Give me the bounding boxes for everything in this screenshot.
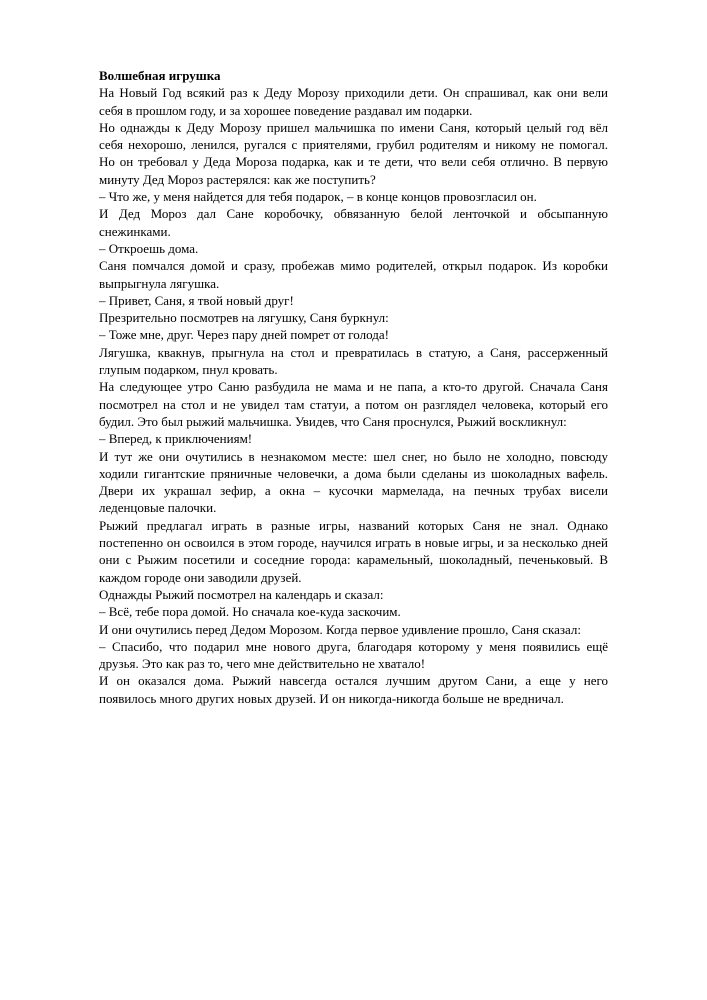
text-line: Рыжий предлагал играть в разные игры, названий которых Саня не знал. Однако [99,517,608,533]
text-line: Двери их украшал зефир, а окна – кусочки мармелада, на печных трубах висели [99,483,608,499]
text-line: минуту Дед Мороз растерялся: как же поступить? [99,171,376,187]
text-line: – Привет, Саня, я твой новый друг! [99,292,294,308]
text-line: – Вперед, к приключениям! [99,431,253,447]
text-line: леденцовые палочки. [99,500,217,516]
text-line: Презрительно посмотрев на лягушку, Саня буркнул: [99,310,389,326]
text-line: себя нехорошо, ленился, ругался с приятелями, грубил родителям и никому не помогал. [99,137,608,153]
paragraph [99,621,608,638]
text-line: выпрыгнула лягушка. [99,275,220,291]
paragraph [99,240,608,257]
text-line: И тут же они очутились в незнакомом месте: шел снег, но было не холодно, повсюду [99,448,608,464]
text-line: И Дед Мороз дал Сане коробочку, обвязанную белой ленточкой и обсыпанную [99,206,608,222]
text-line: себя в прошлом году, и за хорошее поведение раздавал им подарки. [99,102,473,118]
story-title [99,67,608,84]
text-line: посмотрел на стол и не увидел там статуи, а потом он разглядел человека, который его [99,396,608,412]
text-line: – Откроешь дома. [99,240,199,256]
text-line: Но он требовал у Деда Мороза подарка, как и те дети, что вели себя отлично. В первую [99,154,608,170]
text-line: друзья. Это как раз то, чего мне действительно не хватало! [99,656,426,672]
paragraph [99,586,608,603]
paragraph [99,292,608,309]
text-line: они с Рыжим посетили и соседние города: карамельный, шоколадный, печеньковый. В [99,552,608,568]
document-body [99,67,608,707]
paragraph [99,188,608,205]
text-line: снежинками. [99,223,171,239]
paragraph [99,517,608,586]
paragraph [99,119,608,188]
text-line: Но однажды к Деду Морозу пришел мальчишка по имени Саня, который целый год вёл [99,119,608,135]
text-line: – Всё, тебе пора домой. Но сначала кое-куда заскочим. [99,604,401,620]
text-line: будил. Это был рыжий мальчишка. Увидев, что Саня проснулся, Рыжий воскликнул: [99,413,567,429]
paragraph [99,638,608,673]
paragraph [99,257,608,292]
text-line: Лягушка, квакнув, прыгнула на стол и превратилась в статую, а Саня, рассерженный [99,344,608,360]
paragraph [99,430,608,447]
text-line: Однажды Рыжий посмотрел на календарь и сказал: [99,586,384,602]
paragraph [99,603,608,620]
paragraph [99,672,608,707]
text-line: На следующее утро Саню разбудила не мама и не папа, а кто-то другой. Сначала Саня [99,379,608,395]
text-line: И он оказался дома. Рыжий навсегда остался лучшим другом Сани, а еще у него [99,673,608,689]
text-line: ходили гигантские пряничные человечки, а дома были сделаны из шоколадных вафель. [99,465,608,481]
text-line: глупым подарком, пнул кровать. [99,362,278,378]
paragraph [99,84,608,119]
text-line: – Тоже мне, друг. Через пару дней помрет от голода! [99,327,389,343]
text-line: постепенно он освоился в этом городе, научился играть в новые игры, и за несколько дней [99,535,608,551]
story-title-text: Волшебная игрушка [99,68,221,83]
paragraph [99,205,608,240]
text-line: появилось много других новых друзей. И он никогда-никогда больше не вредничал. [99,690,564,706]
paragraph [99,309,608,326]
text-line: На Новый Год всякий раз к Деду Морозу приходили дети. Он спрашивал, как они вели [99,85,608,101]
text-line: И они очутились перед Дедом Морозом. Когда первое удивление прошло, Саня сказал: [99,621,582,637]
paragraph [99,378,608,430]
text-line: – Спасибо, что подарил мне нового друга, благодаря которому у меня появились ещё [99,638,608,654]
paragraph [99,448,608,517]
text-line: каждом городе они заводили друзей. [99,569,302,585]
text-line: – Что же, у меня найдется для тебя подарок, – в конце концов провозгласил он. [99,189,537,205]
text-line: Саня помчался домой и сразу, пробежав мимо родителей, открыл подарок. Из коробки [99,258,608,274]
paragraph [99,326,608,343]
paragraph [99,344,608,379]
